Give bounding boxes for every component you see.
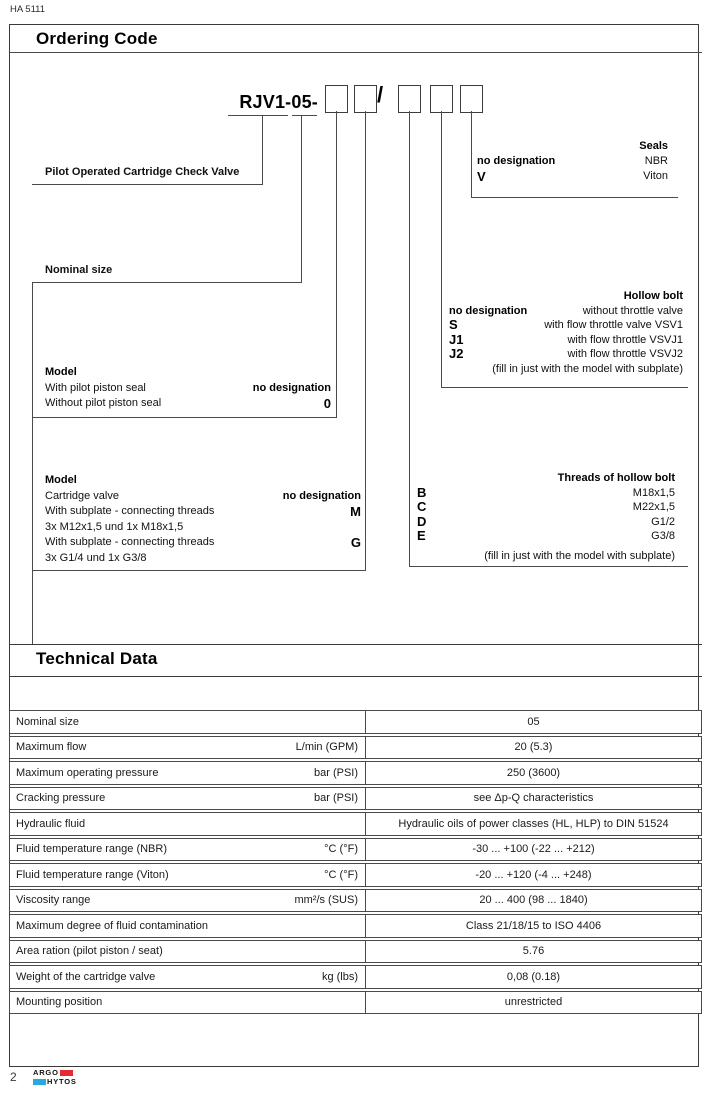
model-connection-row — [45, 489, 361, 505]
hollow-bolt-row — [449, 347, 683, 362]
hollow-bolt-block — [449, 289, 683, 377]
param-label: Mounting position — [16, 996, 103, 1009]
option-desc: 3x G1/4 und 1x G3/8 — [45, 551, 147, 564]
param-label: Viscosity range — [16, 894, 91, 907]
model-seal-title: Model — [45, 366, 77, 378]
param-label: Hydraulic fluid — [16, 817, 86, 830]
option-code: V — [477, 169, 486, 184]
option-code: G — [350, 535, 361, 550]
table-row — [9, 761, 702, 785]
option-desc: with flow throttle VSVJ1 — [567, 333, 683, 346]
model-connection-title: Model — [45, 474, 77, 486]
hollow-bolt-row — [449, 333, 683, 348]
param-label: Maximum degree of fluid contamination — [16, 919, 208, 932]
param-value: Class 21/18/15 to ISO 4406 — [465, 919, 602, 932]
option-desc: without throttle valve — [582, 304, 683, 317]
model-seal-block — [45, 365, 331, 412]
connector-threads — [409, 111, 410, 566]
table-row — [9, 812, 702, 836]
code-box-threads — [398, 85, 421, 113]
table-row — [9, 787, 702, 811]
document-code: HA 5111 — [10, 4, 46, 15]
threads-title: Threads of hollow bolt — [557, 472, 675, 484]
option-code: E — [417, 528, 426, 544]
hollow-bolt-title: Hollow bolt — [623, 290, 683, 302]
argo-hytos-logo — [33, 1069, 77, 1086]
threads-row — [417, 529, 675, 544]
code-box-model-connection — [354, 85, 377, 113]
param-value: see Δp-Q characteristics — [473, 792, 594, 805]
option-desc: With subplate - connecting threads — [45, 536, 215, 548]
connector-hollow-bolt — [441, 111, 442, 387]
option-code: no designation — [477, 155, 556, 167]
table-row — [9, 710, 702, 734]
threads-note: (fill in just with the model with subplate) — [484, 549, 675, 562]
threads-row — [417, 486, 675, 501]
param-value: 5.76 — [522, 945, 545, 958]
ordering-code-section-title: Ordering Code — [36, 29, 158, 48]
option-desc: Viton — [643, 170, 668, 182]
model-seal-underline — [32, 417, 337, 418]
code-slash-separator: / — [377, 82, 384, 107]
logo-hytos-text: HYTOS — [47, 1077, 77, 1086]
param-label: Maximum flow — [16, 741, 87, 754]
left-rail-line — [32, 282, 33, 644]
model-connection-block — [45, 473, 361, 566]
param-unit: bar (PSI) — [313, 792, 358, 805]
hollow-bolt-note: (fill in just with the model with subplate) — [492, 362, 683, 375]
param-value: -20 ... +120 (-4 ... +248) — [475, 868, 592, 881]
ordering-code-prefix: RJV1-05- — [239, 92, 318, 112]
param-value: -30 ... +100 (-22 ... +212) — [472, 843, 595, 856]
param-value: 250 (3600) — [506, 766, 561, 779]
model-connection-underline — [32, 570, 366, 571]
model-connection-row — [45, 520, 361, 536]
valve-name-underline — [32, 184, 263, 185]
code-box-seals — [460, 85, 483, 113]
model-connection-row — [45, 535, 361, 551]
seals-row — [477, 154, 668, 169]
option-desc: with flow throttle VSVJ2 — [567, 348, 683, 361]
option-code: C — [417, 499, 427, 515]
logo-red-mark — [60, 1070, 73, 1077]
valve-name-label: Pilot Operated Cartridge Check Valve — [45, 166, 240, 178]
model-seal-row — [45, 396, 331, 412]
param-unit: mm²/s (SUS) — [294, 894, 358, 907]
connector-model-connection — [365, 111, 366, 570]
param-label: Maximum operating pressure — [16, 766, 159, 779]
param-value: Hydraulic oils of power classes (HL, HLP) to DIN 51524 — [398, 817, 669, 830]
param-unit: °C (°F) — [324, 868, 358, 881]
option-desc: with flow throttle valve VSV1 — [544, 319, 683, 332]
param-value: 05 — [527, 715, 540, 728]
nominal-size-underline — [32, 282, 302, 283]
logo-argo-text: ARGO — [33, 1068, 59, 1077]
threads-block — [417, 471, 675, 564]
threads-row — [417, 500, 675, 515]
underline-prefix-05 — [292, 115, 317, 116]
connector-seals — [471, 111, 472, 197]
option-code: B — [417, 484, 427, 500]
table-row — [9, 736, 702, 760]
connector-valve-name — [262, 115, 263, 184]
seals-title: Seals — [639, 140, 668, 152]
param-unit: L/min (GPM) — [295, 741, 358, 754]
table-row — [9, 965, 702, 989]
hollow-bolt-underline — [441, 387, 688, 388]
param-value: 20 (5.3) — [514, 741, 553, 754]
code-box-model-seal — [325, 85, 348, 113]
technical-data-section-title: Technical Data — [36, 649, 158, 668]
table-row — [9, 889, 702, 913]
table-row — [9, 940, 702, 964]
connector-model-seal — [336, 111, 337, 417]
table-row — [9, 838, 702, 862]
option-code: J2 — [449, 346, 464, 362]
param-unit: kg (lbs) — [321, 970, 358, 983]
table-row — [9, 914, 702, 938]
logo-blue-mark — [33, 1079, 46, 1086]
option-desc: Without pilot piston seal — [45, 397, 162, 409]
option-desc: G1/2 — [651, 515, 675, 528]
option-desc: M22x1,5 — [632, 501, 675, 514]
option-code: D — [417, 513, 427, 529]
seals-underline — [471, 197, 678, 198]
hollow-bolt-row — [449, 318, 683, 333]
technical-data-table — [9, 710, 702, 1016]
param-label: Weight of the cartridge valve — [16, 970, 156, 983]
param-label: Fluid temperature range (NBR) — [16, 843, 168, 856]
model-connection-row — [45, 504, 361, 520]
underline-prefix-rjv1 — [228, 115, 288, 116]
param-label: Fluid temperature range (Viton) — [16, 868, 169, 881]
param-value: unrestricted — [504, 996, 563, 1009]
param-value: 0,08 (0.18) — [506, 970, 561, 983]
option-desc: G3/8 — [651, 530, 675, 543]
param-label: Nominal size — [16, 715, 79, 728]
ordering-band-divider — [9, 52, 702, 53]
hollow-bolt-row — [449, 304, 683, 319]
threads-row — [417, 515, 675, 530]
page-number: 2 — [10, 1070, 17, 1084]
table-row — [9, 991, 702, 1015]
option-code: M — [350, 504, 361, 519]
option-desc: With pilot piston seal — [45, 381, 146, 394]
nominal-size-label: Nominal size — [45, 264, 113, 276]
option-code: J1 — [449, 331, 464, 347]
param-label: Area ration (pilot piston / seat) — [16, 945, 163, 958]
option-code: no designation — [282, 489, 361, 502]
option-desc: 3x M12x1,5 und 1x M18x1,5 — [45, 520, 184, 533]
connector-nominal-size — [301, 115, 302, 282]
option-desc: NBR — [644, 155, 668, 167]
option-code: no designation — [252, 381, 331, 394]
option-desc: With subplate - connecting threads — [45, 505, 215, 517]
seals-row — [477, 169, 668, 184]
table-row — [9, 863, 702, 887]
model-connection-row — [45, 551, 361, 567]
option-desc: M18x1,5 — [632, 486, 675, 499]
option-code: S — [449, 317, 458, 333]
param-label: Cracking pressure — [16, 792, 106, 805]
option-code: no designation — [449, 304, 528, 317]
param-value: 20 ... 400 (98 ... 1840) — [479, 894, 588, 907]
threads-underline — [409, 566, 688, 567]
param-unit: bar (PSI) — [313, 766, 358, 779]
code-box-hollow-bolt — [430, 85, 453, 113]
option-code: 0 — [323, 396, 331, 411]
param-unit: °C (°F) — [324, 843, 358, 856]
model-seal-row — [45, 381, 331, 397]
option-desc: Cartridge valve — [45, 489, 119, 502]
seals-block — [477, 139, 668, 184]
